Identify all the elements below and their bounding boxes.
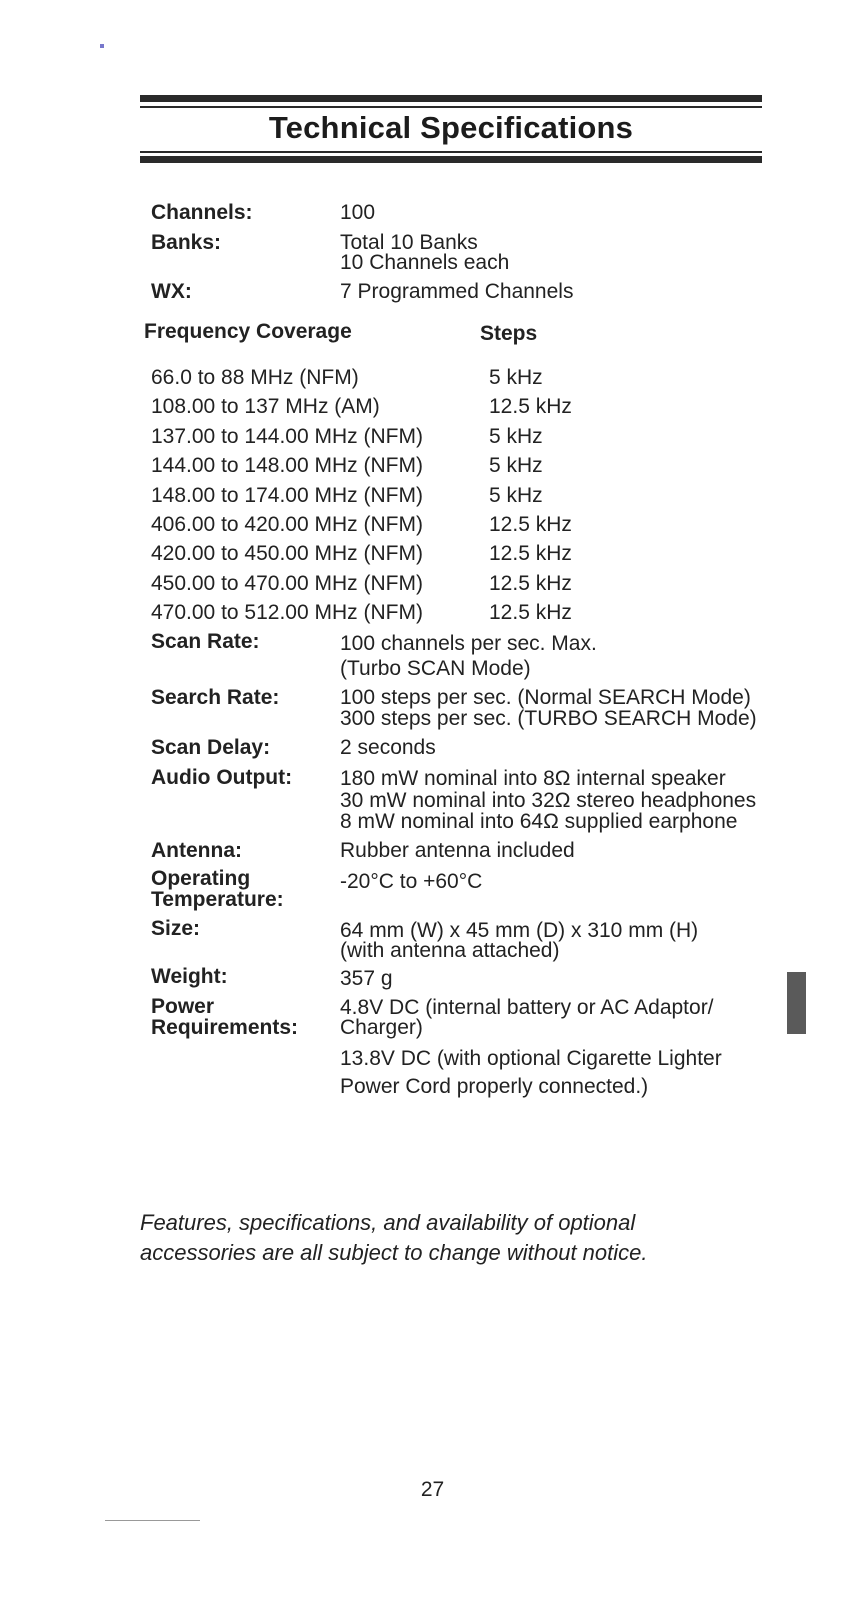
steps-header: Steps — [480, 322, 538, 345]
frequency-range: 66.0 to 88 MHz (NFM) — [151, 366, 359, 389]
disclaimer-line-2: accessories are all subject to change without notice. — [140, 1240, 648, 1265]
frequency-range: 137.00 to 144.00 MHz (NFM) — [151, 425, 423, 448]
page-number: 27 — [420, 1478, 445, 1501]
search-rate-value-line-1: 100 steps per sec. (Normal SEARCH Mode) — [340, 686, 751, 709]
frequency-coverage-header: Frequency Coverage — [144, 320, 352, 343]
size-value-line-1: 64 mm (W) x 45 mm (D) x 310 mm (H) — [340, 919, 699, 942]
wx-value: 7 Programmed Channels — [340, 280, 574, 303]
page-title: Technical Specifications — [268, 110, 634, 145]
frequency-range: 406.00 to 420.00 MHz (NFM) — [151, 513, 423, 536]
scan-rate-value-line-1: 100 channels per sec. Max. — [340, 632, 597, 655]
frequency-range: 450.00 to 470.00 MHz (NFM) — [151, 572, 423, 595]
frequency-step: 12.5 kHz — [489, 601, 572, 624]
scan-rate-label: Scan Rate: — [151, 630, 260, 653]
frequency-range: 108.00 to 137 MHz (AM) — [151, 395, 380, 418]
wx-label: WX: — [151, 280, 192, 303]
power-extra-line-1: 13.8V DC (with optional Cigarette Lighter — [340, 1047, 722, 1070]
frequency-step: 12.5 kHz — [489, 395, 572, 418]
power-value-line-1: 4.8V DC (internal battery or AC Adaptor/ — [340, 996, 714, 1019]
audio-output-value-line-3: 8 mW nominal into 64Ω supplied earphone — [340, 810, 738, 833]
banks-value-line-1: Total 10 Banks — [340, 231, 478, 254]
weight-label: Weight: — [151, 965, 228, 988]
scan-rate-value-line-2: (Turbo SCAN Mode) — [340, 657, 531, 680]
audio-output-value-line-1: 180 mW nominal into 8Ω internal speaker — [340, 767, 726, 790]
frequency-range: 420.00 to 450.00 MHz (NFM) — [151, 542, 423, 565]
frequency-step: 12.5 kHz — [489, 572, 572, 595]
size-value-line-2: (with antenna attached) — [340, 939, 560, 962]
frequency-step: 5 kHz — [489, 425, 543, 448]
weight-value: 357 g — [340, 967, 393, 990]
size-label: Size: — [151, 917, 201, 940]
frequency-range: 144.00 to 148.00 MHz (NFM) — [151, 454, 423, 477]
search-rate-label: Search Rate: — [151, 686, 280, 709]
banks-label: Banks: — [151, 231, 222, 254]
power-label-line-2: Requirements: — [151, 1016, 299, 1039]
section-edge-tab — [787, 972, 806, 1034]
frequency-step: 5 kHz — [489, 454, 543, 477]
title-rule-top-thin — [140, 106, 762, 108]
frequency-step: 5 kHz — [489, 484, 543, 507]
scan-delay-label: Scan Delay: — [151, 736, 271, 759]
channels-label: Channels: — [151, 201, 253, 224]
audio-output-label: Audio Output: — [151, 766, 293, 789]
scan-smudge — [105, 1520, 200, 1521]
frequency-step: 12.5 kHz — [489, 542, 572, 565]
antenna-value: Rubber antenna included — [340, 839, 575, 862]
title-rule-bottom-thin — [140, 151, 762, 153]
disclaimer-line-1: Features, specifications, and availability of optional — [140, 1210, 636, 1235]
antenna-label: Antenna: — [151, 839, 242, 862]
title-rule-top-thick — [140, 95, 762, 102]
frequency-step: 12.5 kHz — [489, 513, 572, 536]
banks-value-line-2: 10 Channels each — [340, 251, 510, 274]
audio-output-value-line-2: 30 mW nominal into 32Ω stereo headphones — [340, 789, 757, 812]
power-value-line-2: Charger) — [340, 1016, 423, 1039]
search-rate-value-line-2: 300 steps per sec. (TURBO SEARCH Mode) — [340, 707, 757, 730]
operating-temperature-value: -20°C to +60°C — [340, 870, 483, 893]
frequency-range: 148.00 to 174.00 MHz (NFM) — [151, 484, 423, 507]
scan-delay-value: 2 seconds — [340, 736, 436, 759]
power-label-line-1: Power — [151, 995, 215, 1018]
channels-value: 100 — [340, 201, 376, 224]
operating-temperature-label-line-1: Operating — [151, 867, 251, 890]
frequency-step: 5 kHz — [489, 366, 543, 389]
scan-speck — [100, 44, 104, 48]
title-rule-bottom-thick — [140, 156, 762, 163]
frequency-range: 470.00 to 512.00 MHz (NFM) — [151, 601, 423, 624]
operating-temperature-label-line-2: Temperature: — [151, 888, 284, 911]
power-extra-line-2: Power Cord properly connected.) — [340, 1075, 649, 1098]
disclaimer-note — [140, 1208, 760, 1268]
